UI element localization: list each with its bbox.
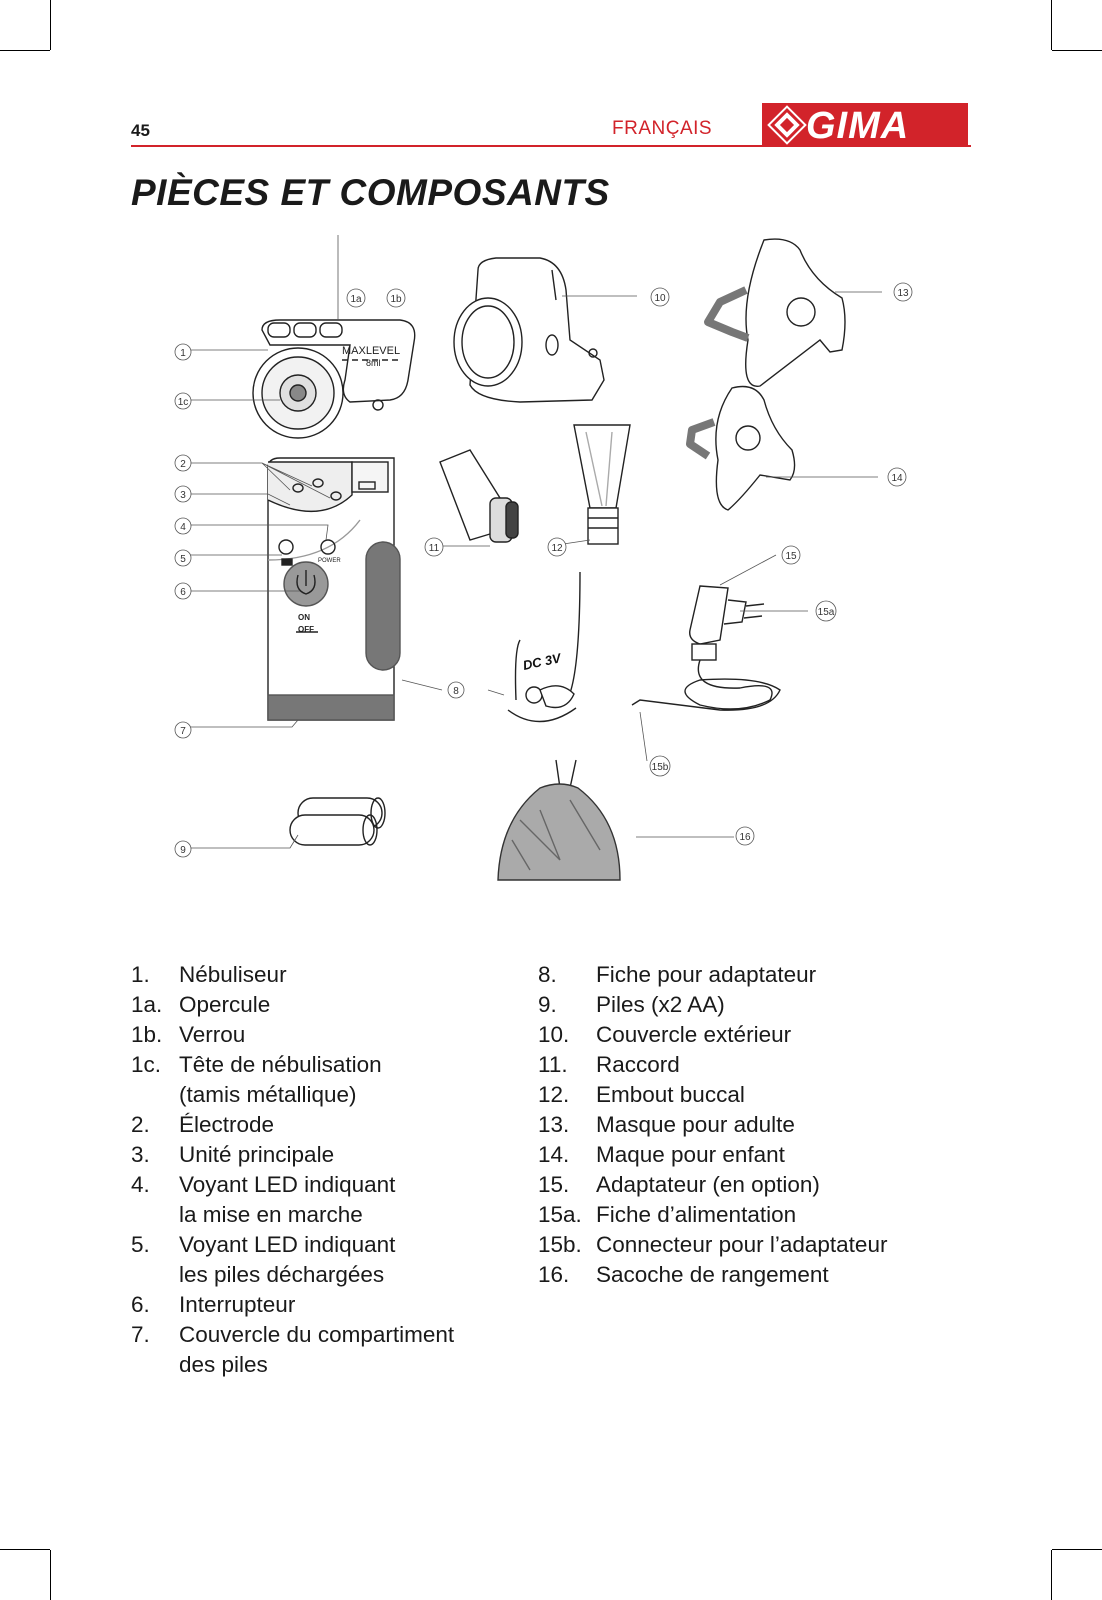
legend-item-text: Sacoche de rangement [596,1262,829,1287]
legend-item-text: Embout buccal [596,1082,745,1107]
main-unit [268,458,400,720]
outer-cover [454,258,604,402]
legend-item [538,1200,958,1230]
legend-item-number: 1. [131,962,150,987]
legend-item-text: Couvercle du compartiment [179,1322,455,1347]
crop-mark-tl-v [50,0,51,50]
legend-item-number: 16. [538,1262,570,1287]
legend-item-text: Adaptateur (en option) [596,1172,820,1197]
callout-2: 2 [180,459,186,470]
child-mask [690,387,795,511]
legend-item [538,1050,958,1080]
on-label: ON [298,613,310,622]
legend-right [538,960,958,1290]
legend-item-number: 11. [538,1052,568,1077]
crop-mark-tr-h [1052,50,1102,51]
legend-item-text: la mise en marche [179,1202,363,1227]
legend-item [131,1230,511,1260]
callout-10: 10 [654,293,666,304]
legend-item [131,1170,511,1200]
legend-item-text: les piles déchargées [179,1262,385,1287]
legend-item [538,1110,958,1140]
logo-text: GIMA [806,105,910,147]
callout-9: 9 [180,845,186,856]
legend-item-number: 1a. [131,992,163,1017]
logo-emblem-icon [765,103,809,147]
legend-item-number [131,1260,179,1290]
legend-item [538,1080,958,1110]
language-label: FRANÇAIS [612,118,713,139]
legend-item-number: 8. [538,962,557,987]
legend-item-number: 7. [131,1322,150,1347]
legend-item [131,1140,511,1170]
legend-item [131,1050,511,1080]
legend-item-text: Voyant LED indiquant [179,1232,396,1257]
volume-label: 8ml [366,358,381,368]
legend-item-text: Interrupteur [179,1292,296,1317]
legend-item [538,1170,958,1200]
maxlevel-label: MAXLEVEL [342,345,401,357]
callout-13: 13 [897,288,909,299]
legend-item-number [131,1200,179,1230]
legend-item-number [131,1350,179,1380]
legend-item-text: Électrode [179,1112,275,1137]
page-number: 45 [131,121,150,140]
legend-item-text: Connecteur pour l’adaptateur [596,1232,888,1257]
legend-item-number [131,1080,179,1110]
legend-item-text: des piles [179,1352,268,1377]
legend-item-number: 1b. [131,1022,163,1047]
legend-item-text: Nébuliseur [179,962,287,987]
legend-item-number: 15b. [538,1232,582,1257]
legend-item [538,990,958,1020]
legend-item [131,1320,511,1350]
legend-item-text: Unité principale [179,1142,335,1167]
callout-1: 1 [180,348,186,359]
legend-item-text: Tête de nébulisation [179,1052,382,1077]
page-title: PIÈCES ET COMPOSANTS [131,172,610,213]
crop-mark-tl-h [0,50,50,51]
connector [440,450,518,542]
nebulizer-head [253,320,415,438]
callout-1a: 1a [350,294,362,305]
legend-item-number: 12. [538,1082,570,1107]
legend-item [131,1260,511,1290]
legend-item-number: 2. [131,1112,150,1137]
callout-1b: 1b [390,294,402,305]
legend-item-text: (tamis métallique) [179,1082,357,1107]
callout-7: 7 [180,726,186,737]
gima-logo [762,103,968,147]
callout-15: 15 [785,551,797,562]
crop-mark-br-h [1052,1549,1102,1550]
callout-5: 5 [180,554,186,565]
legend-item [131,960,511,990]
callout-8: 8 [453,686,459,697]
callout-6: 6 [180,587,186,598]
legend-item-number: 6. [131,1292,150,1317]
legend-item [538,1260,958,1290]
legend-item [538,1230,958,1260]
legend-item-text: Piles (x2 AA) [596,992,725,1017]
crop-mark-br-v [1051,1550,1052,1600]
legend-item-number: 10. [538,1022,570,1047]
adult-mask [708,239,845,386]
legend-item [131,1080,511,1110]
legend-item-text: Verrou [179,1022,246,1047]
legend-item [131,1020,511,1050]
callout-11: 11 [428,543,440,554]
legend-item-text: Raccord [596,1052,680,1077]
callout-3: 3 [180,490,186,501]
callout-12: 12 [551,543,563,554]
legend-item-text: Voyant LED indiquant [179,1172,396,1197]
legend-item-number: 5. [131,1232,150,1257]
legend-item-text: Maque pour enfant [596,1142,785,1167]
callout-1c: 1c [177,397,189,408]
legend-item-text: Fiche d’alimentation [596,1202,797,1227]
legend-left [131,960,511,1380]
legend-item [538,960,958,990]
legend-item-text: Masque pour adulte [596,1112,795,1137]
legend-item [131,1290,511,1320]
storage-bag [498,760,620,880]
legend-item-text: Opercule [179,992,271,1017]
callout-16: 16 [739,832,751,843]
off-label: OFF [298,625,314,634]
crop-mark-tr-v [1051,0,1052,50]
legend-item [538,1140,958,1170]
callout-4: 4 [180,522,186,533]
callout-14: 14 [891,473,903,484]
dc-label: DC 3V [521,650,563,673]
callout-15b: 15b [651,762,669,773]
crop-mark-bl-v [50,1550,51,1600]
legend-item-number: 13. [538,1112,570,1137]
legend-item-number: 9. [538,992,557,1017]
legend-item [131,1350,511,1380]
power-label: POWER [318,558,341,564]
legend-item [131,1200,511,1230]
legend-item-number: 14. [538,1142,570,1167]
legend-item [131,990,511,1020]
batteries [290,798,385,845]
legend-item [131,1110,511,1140]
legend-item-number: 1c. [131,1052,162,1077]
adapter [632,586,780,710]
mouthpiece [574,425,630,544]
legend-item-text: Fiche pour adaptateur [596,962,817,987]
legend-item-number: 4. [131,1172,150,1197]
callout-15a: 15a [817,607,835,618]
legend-item [538,1020,958,1050]
legend-item-number: 15. [538,1172,570,1197]
legend-item-number: 3. [131,1142,150,1167]
crop-mark-bl-h [0,1549,50,1550]
legend-item-number: 15a. [538,1202,582,1227]
parts-diagram [0,225,1102,925]
legend-item-text: Couvercle extérieur [596,1022,792,1047]
dc-port [508,572,580,722]
